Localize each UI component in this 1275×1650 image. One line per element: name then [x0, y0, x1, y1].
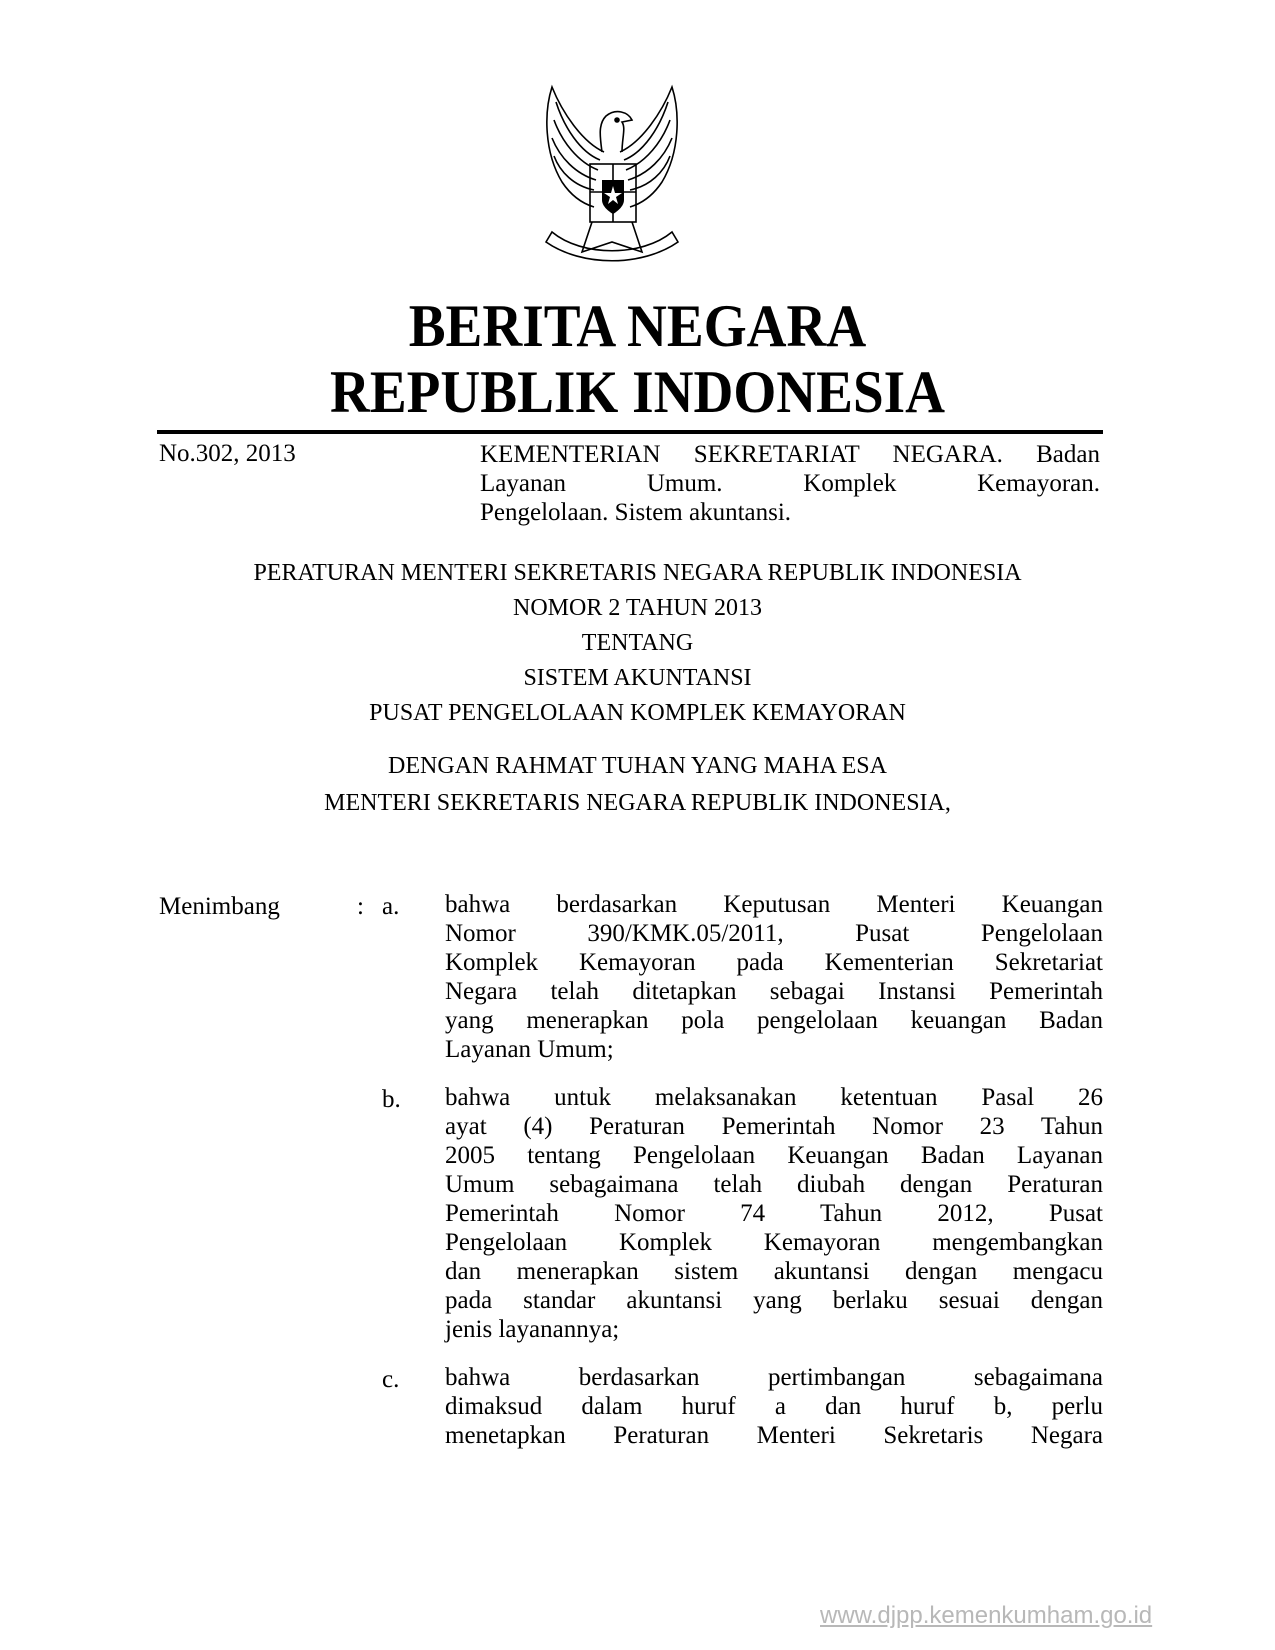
- item-body-b: [445, 1083, 1103, 1344]
- item-line: Komplek Kemayoran pada Kementerian Sekretariat: [445, 949, 1103, 976]
- item-line: Pengelolaan Komplek Kemayoran mengembangkan: [445, 1229, 1103, 1256]
- regulation-tentang: TENTANG: [581, 630, 694, 656]
- item-line: bahwa berdasarkan Keputusan Menteri Keuangan: [445, 891, 1103, 918]
- regulation-number: NOMOR 2 TAHUN 2013: [513, 595, 762, 621]
- item-line: Negara telah ditetapkan sebagai Instansi Pemerintah: [445, 978, 1103, 1005]
- item-line: pada standar akuntansi yang berlaku sesuai dengan: [445, 1287, 1103, 1314]
- item-line: dan menerapkan sistem akuntansi dengan mengacu: [445, 1258, 1103, 1285]
- item-line: 2005 tentang Pengelolaan Keuangan Badan Layanan: [445, 1142, 1103, 1169]
- item-line: yang menerapkan pola pengelolaan keuangan Badan: [445, 1007, 1103, 1034]
- subject-line: Layanan Umum. Komplek Kemayoran.: [480, 470, 1100, 497]
- item-line: bahwa untuk melaksanakan ketentuan Pasal 26: [445, 1084, 1103, 1111]
- menimbang-colon: :: [357, 893, 364, 920]
- item-line: menetapkan Peraturan Menteri Sekretaris Negara: [445, 1422, 1103, 1449]
- preamble-menteri: MENTERI SEKRETARIS NEGARA REPUBLIK INDONESIA,: [324, 790, 951, 816]
- item-line: dimaksud dalam huruf a dan huruf b, perlu: [445, 1393, 1103, 1420]
- regulation-subject-2: PUSAT PENGELOLAAN KOMPLEK KEMAYORAN: [369, 700, 906, 726]
- regulation-subject: SISTEM AKUNTANSI: [523, 665, 752, 691]
- gazette-number: No.302, 2013: [159, 440, 296, 467]
- regulation-title: PERATURAN MENTERI SEKRETARIS NEGARA REPUBLIK INDONESIA: [253, 560, 1022, 586]
- subject-line: KEMENTERIAN SEKRETARIAT NEGARA. Badan: [480, 441, 1100, 468]
- item-body-a: [445, 890, 1103, 1064]
- item-line: Layanan Umum;: [445, 1036, 614, 1063]
- item-line: ayat (4) Peraturan Pemerintah Nomor 23 Tahun: [445, 1113, 1103, 1140]
- garuda-emblem-icon: [522, 82, 702, 272]
- item-line: Umum sebagaimana telah diubah dengan Peraturan: [445, 1171, 1103, 1198]
- header-divider: [157, 430, 1103, 434]
- footer-url-link[interactable]: www.djpp.kemenkumham.go.id: [820, 1602, 1153, 1629]
- menimbang-label: Menimbang: [159, 893, 280, 920]
- item-letter-c: c.: [382, 1366, 400, 1393]
- preamble-rahmat: DENGAN RAHMAT TUHAN YANG MAHA ESA: [388, 753, 887, 779]
- gazette-subject: [480, 440, 1100, 527]
- item-body-c: [445, 1363, 1103, 1450]
- item-line: bahwa berdasarkan pertimbangan sebagaimana: [445, 1364, 1103, 1391]
- item-line: Pemerintah Nomor 74 Tahun 2012, Pusat: [445, 1200, 1103, 1227]
- subject-line: Pengelolaan. Sistem akuntansi.: [480, 499, 792, 526]
- gazette-title-line1: BERITA NEGARA: [408, 293, 867, 359]
- item-line: Nomor 390/KMK.05/2011, Pusat Pengelolaan: [445, 920, 1103, 947]
- gazette-title-line2: REPUBLIK INDONESIA: [330, 359, 945, 425]
- item-line: jenis layanannya;: [445, 1316, 620, 1343]
- item-letter-b: b.: [382, 1086, 401, 1113]
- item-letter-a: a.: [382, 893, 400, 920]
